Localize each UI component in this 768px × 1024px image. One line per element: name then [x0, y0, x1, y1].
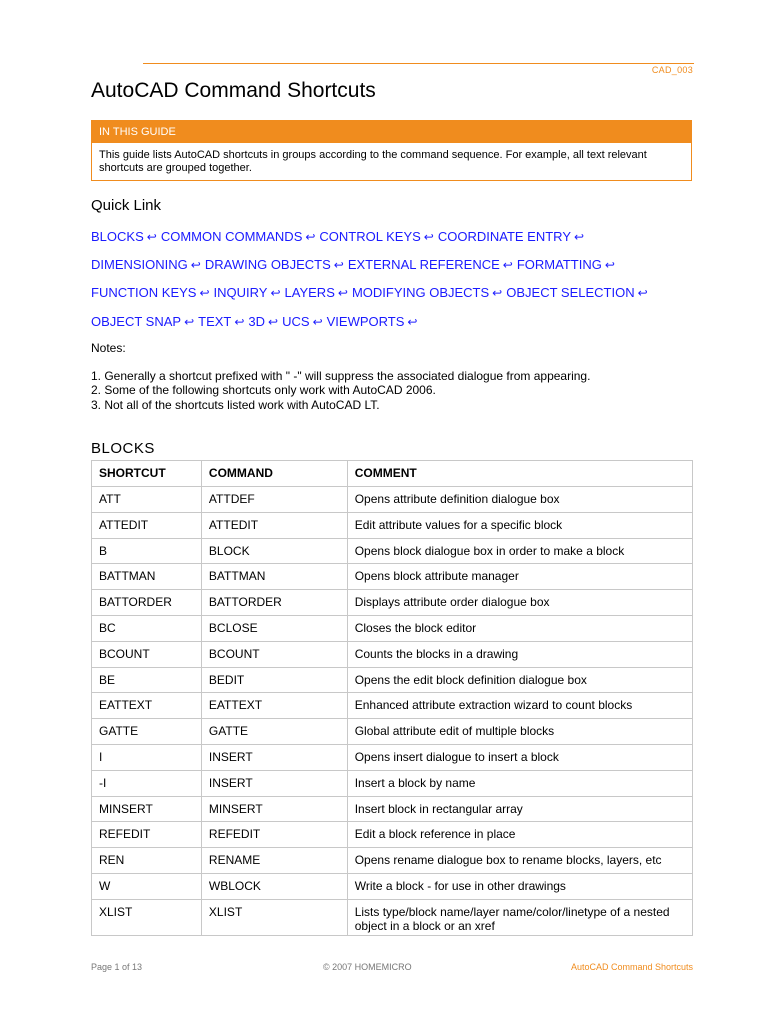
command-cell: INSERT [201, 744, 347, 770]
table-row [92, 899, 693, 935]
return-arrow-icon: ↩ [270, 286, 281, 300]
quick-link-external-reference[interactable]: EXTERNAL REFERENCE [347, 257, 500, 272]
return-arrow-icon: ↩ [423, 230, 434, 244]
quick-link-heading: Quick Link [91, 197, 162, 214]
return-arrow-icon: ↩ [146, 230, 157, 244]
notes-label: Notes: [91, 341, 126, 355]
table-row [92, 873, 693, 899]
shortcut-cell: GATTE [92, 719, 202, 745]
comment-cell: Opens block dialogue box in order to make a block [347, 538, 692, 564]
table-row [92, 564, 693, 590]
comment-cell: Closes the block editor [347, 615, 692, 641]
comment-cell: Opens attribute definition dialogue box [347, 487, 692, 513]
table-row [92, 615, 693, 641]
shortcut-cell: ATTEDIT [92, 512, 202, 538]
table-row [92, 538, 693, 564]
quick-link-function-keys[interactable]: FUNCTION KEYS [91, 285, 197, 300]
quick-link-modifying-objects[interactable]: MODIFYING OBJECTS [351, 285, 490, 300]
table-row [92, 796, 693, 822]
shortcut-cell: BATTMAN [92, 564, 202, 590]
command-cell: INSERT [201, 770, 347, 796]
comment-cell: Edit a block reference in place [347, 822, 692, 848]
table-header-row [92, 461, 693, 487]
shortcut-cell: REN [92, 848, 202, 874]
comment-cell: Displays attribute order dialogue box [347, 590, 692, 616]
in-this-guide-box [91, 120, 692, 181]
column-header-shortcut: SHORTCUT [92, 461, 202, 487]
command-cell: RENAME [201, 848, 347, 874]
shortcut-cell: BATTORDER [92, 590, 202, 616]
quick-link-3d[interactable]: 3D [248, 314, 266, 329]
note-item: 2. Some of the following shortcuts only work with AutoCAD 2006. [91, 383, 436, 398]
quick-link-object-snap[interactable]: OBJECT SNAP [91, 314, 182, 329]
command-cell: BEDIT [201, 667, 347, 693]
notes-list [91, 369, 590, 412]
table-row [92, 641, 693, 667]
column-header-command: COMMAND [201, 461, 347, 487]
return-arrow-icon: ↩ [337, 286, 348, 300]
table-row [92, 822, 693, 848]
column-header-comment: COMMENT [347, 461, 692, 487]
quick-link-line [91, 257, 619, 272]
comment-cell: Edit attribute values for a specific block [347, 512, 692, 538]
footer-page-number: Page 1 of 13 [91, 962, 143, 972]
shortcut-cell: BCOUNT [92, 641, 202, 667]
quick-link-common-commands[interactable]: COMMON COMMANDS [160, 229, 303, 244]
return-arrow-icon: ↩ [604, 258, 615, 272]
shortcut-cell: W [92, 873, 202, 899]
shortcut-cell: BE [92, 667, 202, 693]
quick-link-inquiry[interactable]: INQUIRY [213, 285, 268, 300]
shortcut-cell: BC [92, 615, 202, 641]
table-row [92, 744, 693, 770]
shortcut-cell: MINSERT [92, 796, 202, 822]
return-arrow-icon: ↩ [268, 315, 279, 329]
quick-link-formatting[interactable]: FORMATTING [516, 257, 602, 272]
return-arrow-icon: ↩ [502, 258, 513, 272]
quick-link-line [91, 314, 421, 329]
quick-link-line [91, 285, 652, 300]
quick-link-line [91, 229, 588, 244]
return-arrow-icon: ↩ [312, 315, 323, 329]
note-item: 3. Not all of the shortcuts listed work with AutoCAD LT. [91, 397, 380, 412]
comment-cell: Opens block attribute manager [347, 564, 692, 590]
table-row [92, 512, 693, 538]
shortcut-cell: EATTEXT [92, 693, 202, 719]
return-arrow-icon: ↩ [234, 315, 245, 329]
footer-document-title: AutoCAD Command Shortcuts [570, 962, 693, 972]
command-cell: EATTEXT [201, 693, 347, 719]
command-cell: ATTDEF [201, 487, 347, 513]
quick-link-object-selection[interactable]: OBJECT SELECTION [506, 285, 635, 300]
quick-link-control-keys[interactable]: CONTROL KEYS [319, 229, 421, 244]
document-code: CAD_003 [651, 65, 693, 75]
command-cell: REFEDIT [201, 822, 347, 848]
comment-cell: Write a block - for use in other drawings [347, 873, 692, 899]
command-cell: MINSERT [201, 796, 347, 822]
shortcut-cell: I [92, 744, 202, 770]
shortcut-cell: -I [92, 770, 202, 796]
command-cell: BATTORDER [201, 590, 347, 616]
comment-cell: Enhanced attribute extraction wizard to count blocks [347, 693, 692, 719]
command-cell: BCOUNT [201, 641, 347, 667]
comment-cell: Opens rename dialogue box to rename blocks, layers, etc [347, 848, 692, 874]
comment-cell: Opens insert dialogue to insert a block [347, 744, 692, 770]
return-arrow-icon: ↩ [492, 286, 503, 300]
quick-link-ucs[interactable]: UCS [282, 314, 310, 329]
note-item: 1. Generally a shortcut prefixed with " -" will suppress the associated dialogue from appearing. [91, 369, 591, 383]
footer-copyright: © 2007 HOMEMICRO [323, 962, 412, 972]
comment-cell: Lists type/block name/layer name/color/linetype of a nested object in a block or an xref [347, 899, 692, 935]
guide-description: This guide lists AutoCAD shortcuts in groups according to the command sequence. For example, all text relevant shortcuts are grouped together. [99, 149, 647, 174]
blocks-section-title: BLOCKS [91, 440, 155, 457]
command-cell: XLIST [201, 899, 347, 935]
comment-cell: Insert a block by name [347, 770, 692, 796]
table-row [92, 693, 693, 719]
shortcut-cell: ATT [92, 487, 202, 513]
quick-link-blocks[interactable]: BLOCKS [91, 229, 144, 244]
table-row [92, 848, 693, 874]
page-title: AutoCAD Command Shortcuts [91, 79, 376, 102]
table-row [92, 719, 693, 745]
quick-link-dimensioning[interactable]: DIMENSIONING [91, 257, 188, 272]
table-row [92, 487, 693, 513]
return-arrow-icon: ↩ [184, 315, 195, 329]
quick-link-layers[interactable]: LAYERS [284, 285, 335, 300]
quick-link-coordinate-entry[interactable]: COORDINATE ENTRY [437, 229, 572, 244]
table-row [92, 667, 693, 693]
command-cell: GATTE [201, 719, 347, 745]
command-cell: BATTMAN [201, 564, 347, 590]
guide-heading: IN THIS GUIDE [92, 121, 691, 143]
table-row [92, 590, 693, 616]
return-arrow-icon: ↩ [574, 230, 585, 244]
table-row [92, 770, 693, 796]
command-cell: BLOCK [201, 538, 347, 564]
comment-cell: Insert block in rectangular array [347, 796, 692, 822]
quick-link-viewports[interactable]: VIEWPORTS [326, 314, 405, 329]
comment-cell: Counts the blocks in a drawing [347, 641, 692, 667]
return-arrow-icon: ↩ [333, 258, 344, 272]
quick-link-drawing-objects[interactable]: DRAWING OBJECTS [204, 257, 331, 272]
shortcut-cell: REFEDIT [92, 822, 202, 848]
return-arrow-icon: ↩ [637, 286, 648, 300]
quick-link-text[interactable]: TEXT [198, 314, 232, 329]
command-cell: WBLOCK [201, 873, 347, 899]
command-cell: ATTEDIT [201, 512, 347, 538]
blocks-shortcut-table [91, 460, 693, 936]
return-arrow-icon: ↩ [407, 315, 418, 329]
command-cell: BCLOSE [201, 615, 347, 641]
shortcut-cell: B [92, 538, 202, 564]
comment-cell: Opens the edit block definition dialogue box [347, 667, 692, 693]
comment-cell: Global attribute edit of multiple blocks [347, 719, 692, 745]
shortcut-cell: XLIST [92, 899, 202, 935]
header-rule [143, 63, 694, 64]
return-arrow-icon: ↩ [190, 258, 201, 272]
return-arrow-icon: ↩ [305, 230, 316, 244]
return-arrow-icon: ↩ [199, 286, 210, 300]
